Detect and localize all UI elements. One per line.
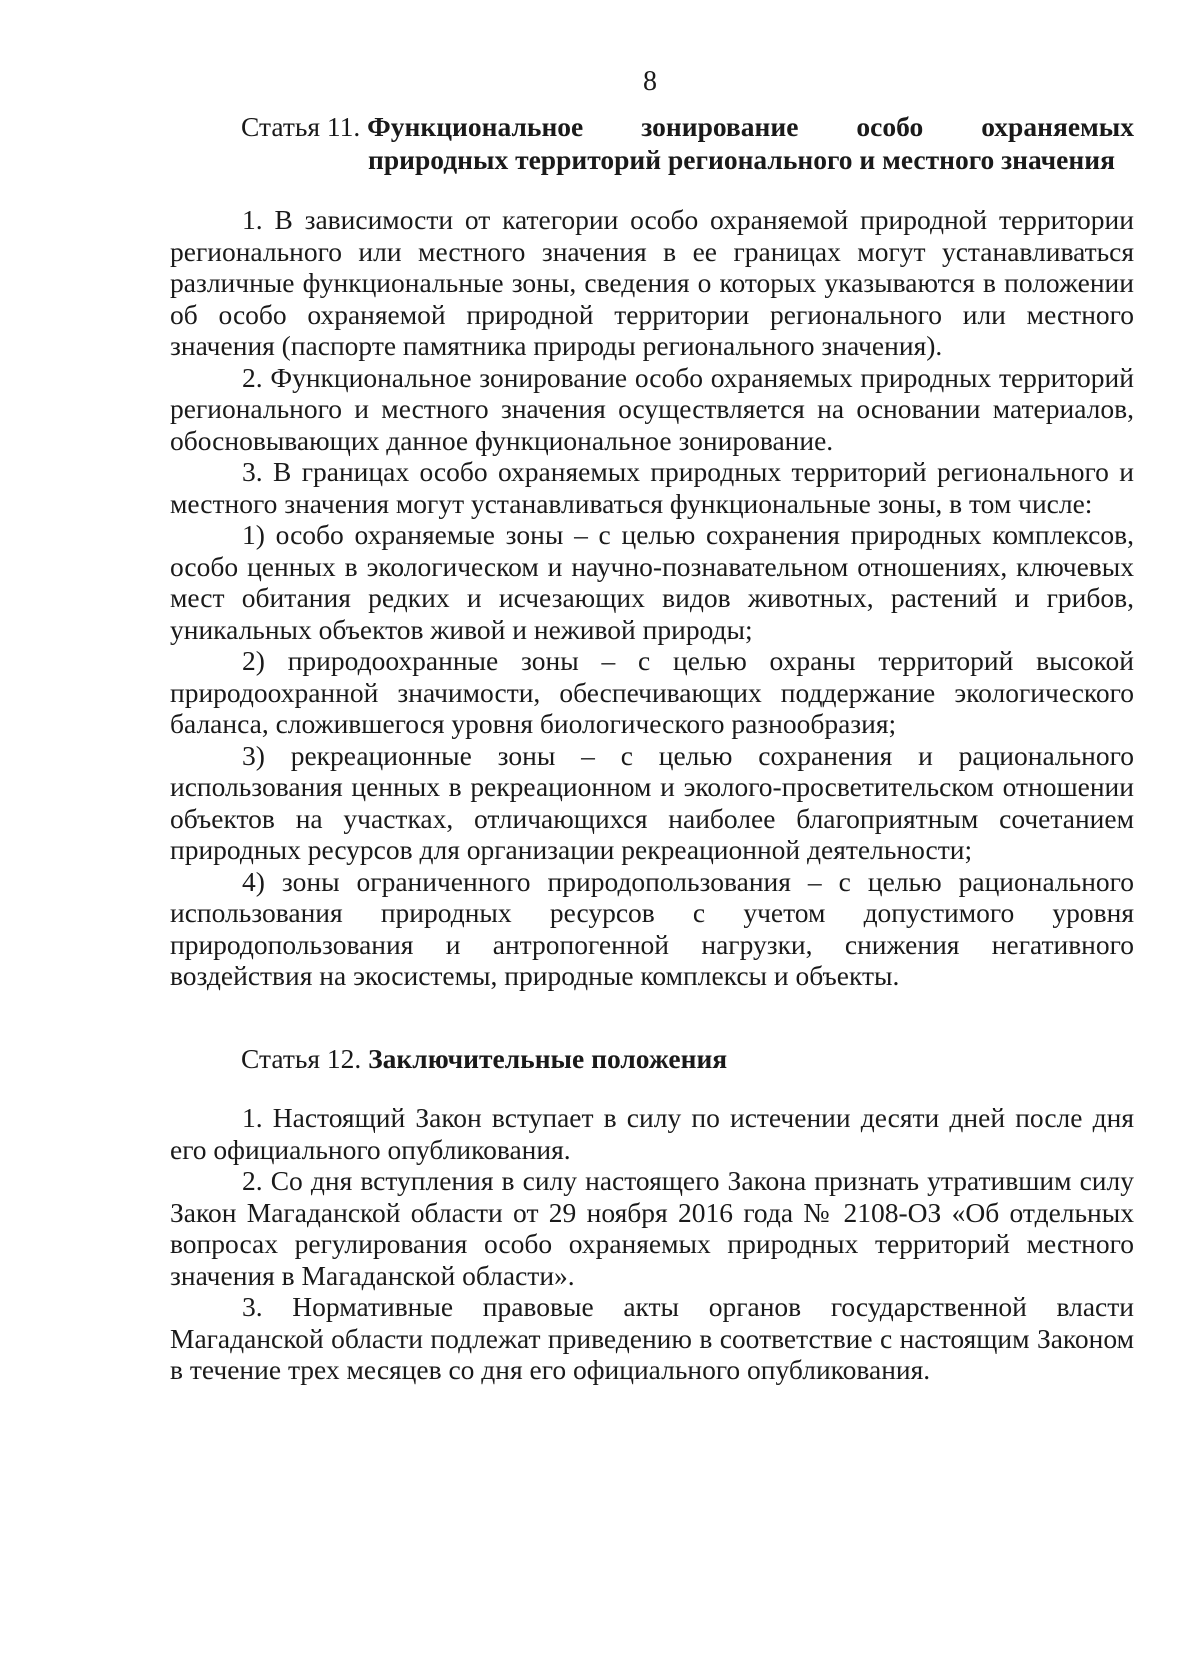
page-number: 8	[643, 66, 657, 97]
article-11-list-item: 1) особо охраняемые зоны – с целью сохранения природных комплексов, особо ценных в экологическом и научно-познавательном отношениях, ключевых мест обитания редких и исчезающих видов животных, растений и грибов, уникальных объектов живой и неживой природы;	[170, 519, 1134, 645]
article-11-paragraph: 1. В зависимости от категории особо охраняемой природной территории регионального или местного значения в ее границах могут устанавливаться различные функциональные зоны, сведения о которых указываются в положении об особо охраняемой природной территории регионального или местного значения (паспорте памятника природы регионального значения).	[170, 204, 1134, 361]
article-12-paragraph: 1. Настоящий Закон вступает в силу по истечении десяти дней после дня его официального опубликования.	[170, 1102, 1134, 1165]
article-11-body	[170, 204, 1134, 992]
article-11-title-word: охраняемых	[981, 111, 1134, 142]
article-12-title: Заключительные положения	[368, 1043, 728, 1074]
article-11-heading-line-2: природных территорий регионального и местного значения	[368, 144, 1115, 175]
article-11-heading-line-1	[241, 110, 1134, 143]
article-11-heading	[241, 110, 1134, 176]
article-12-heading	[241, 1042, 1134, 1075]
article-11-paragraph: 2. Функциональное зонирование особо охраняемых природных территорий регионального и местного значения осуществляется на основании материалов, обосновывающих данное функциональное зонирование.	[170, 361, 1134, 456]
article-11-title-word: зонирование	[641, 111, 799, 142]
article-12-paragraph: 2. Со дня вступления в силу настоящего Закона признать утратившим силу Закон Магаданской области от 29 ноября 2016 года № 2108-ОЗ «Об отдельных вопросах регулирования особо охраняемых природных территорий местного значения в Магаданской области».	[170, 1165, 1134, 1291]
article-12-paragraph: 3. Нормативные правовые акты органов государственной власти Магаданской области подлежат приведению в соответствие с настоящим Законом в течение трех месяцев со дня его официального опубликования.	[170, 1291, 1134, 1385]
article-12-prefix: Статья 12.	[241, 1043, 362, 1074]
article-11-list-item: 2) природоохранные зоны – с целью охраны территорий высокой природоохранной значимости, обеспечивающих поддержание экологического баланса, сложившегося уровня биологического разнообразия;	[170, 645, 1134, 739]
article-11-list-item: 4) зоны ограниченного природопользования – с целью рационального использования природных ресурсов с учетом допустимого уровня природопользования и антропогенной нагрузки, снижения негативного воздействия на экосистемы, природные комплексы и объекты.	[170, 865, 1134, 991]
article-11-list-item: 3) рекреационные зоны – с целью сохранения и рационального использования ценных в рекреационном и эколого-просветительском отношении объектов на участках, отличающихся наиболее благоприятным сочетанием природных ресурсов для организации рекреационной деятельности;	[170, 739, 1134, 865]
article-12-body	[170, 1102, 1134, 1386]
article-11-paragraph: 3. В границах особо охраняемых природных территорий регионального и местного значения могут устанавливаться функциональные зоны, в том числе:	[170, 456, 1134, 519]
article-11-title-word: Функциональное	[367, 111, 584, 142]
article-11-prefix: Статья 11.	[241, 111, 361, 142]
article-11-title-word: особо	[856, 111, 924, 142]
